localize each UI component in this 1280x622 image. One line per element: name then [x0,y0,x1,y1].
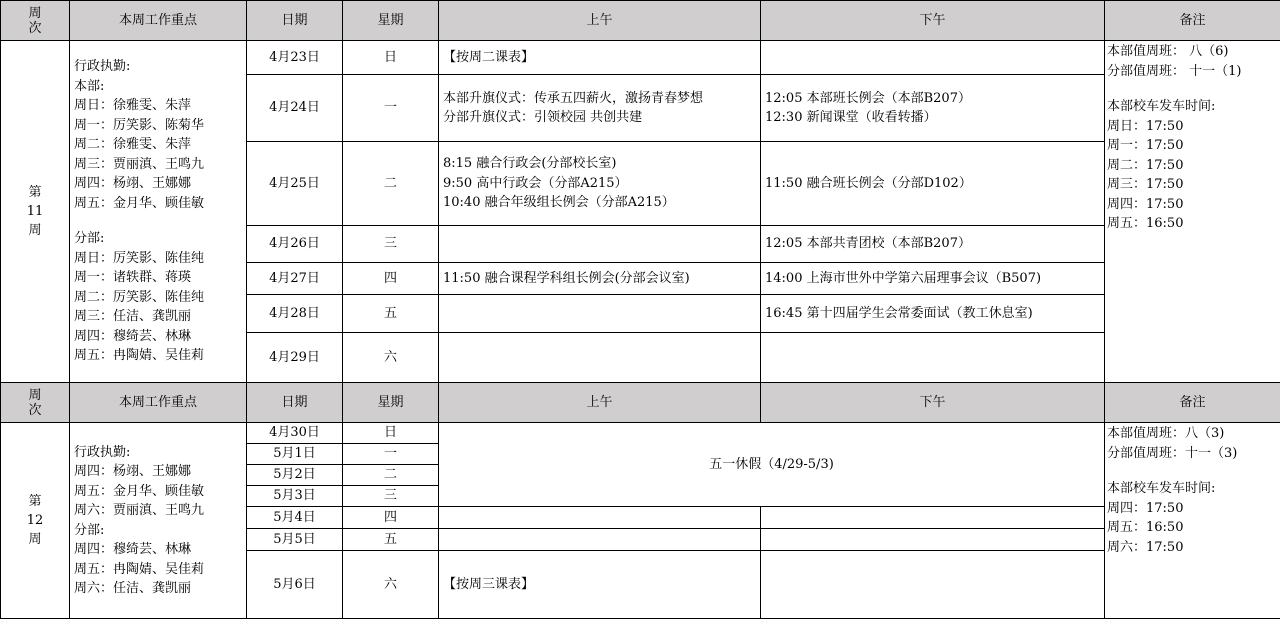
header-week: 周 次 [1,1,70,41]
weekday-cell: 一 [343,444,439,465]
header-focus: 本周工作重点 [70,1,247,41]
am-cell [439,295,761,333]
date-cell: 5月5日 [247,529,343,551]
am-cell [439,507,761,529]
weekday-cell: 三 [343,486,439,507]
header-notes: 备注 [1105,1,1280,41]
weekday-cell: 三 [343,226,439,263]
header-date: 日期 [247,383,343,423]
header-notes: 备注 [1105,383,1280,423]
date-cell: 4月25日 [247,142,343,226]
am-cell: 【按周二课表】 [439,41,761,75]
header-weekday: 星期 [343,383,439,423]
week-focus: 行政执勤: 周四：杨翊、王娜娜 周五：金月华、顾佳敏 周六：贾丽滇、王鸣九 分部: 周四：穆绮芸、林琳 周五：冉陶婧、吴佳莉 周六：任洁、龚凯丽 [70,423,247,619]
week-notes: 本部值周班： 八（6) 分部值周班： 十一（1) 本部校车发车时间: 周日：17:50 周一：17:50 周二：17:50 周三：17:50 周四：17:50 周五：16:50 [1105,41,1280,383]
pm-cell: 12:05 本部共青团校（本部B207） [761,226,1105,263]
header-pm: 下午 [761,1,1105,41]
header-row [1,383,1280,423]
pm-cell: 16:45 第十四届学生会常委面试（教工休息室) [761,295,1105,333]
header-focus: 本周工作重点 [70,383,247,423]
am-cell: 本部升旗仪式：传承五四薪火，激扬青春梦想 分部升旗仪式：引领校园 共创共建 [439,75,761,142]
weekday-cell: 二 [343,465,439,486]
date-cell: 5月3日 [247,486,343,507]
date-cell: 5月6日 [247,551,343,619]
header-pm: 下午 [761,383,1105,423]
weekday-cell: 四 [343,507,439,529]
weekday-cell: 日 [343,41,439,75]
am-cell [439,529,761,551]
date-cell: 4月26日 [247,226,343,263]
am-cell [439,226,761,263]
week-focus: 行政执勤: 本部: 周日：徐雅雯、朱萍 周一：厉笑影、陈菊华 周二：徐雅雯、朱萍 周三：贾丽滇、王鸣九 周四：杨翊、王娜娜 周五：金月华、顾佳敏 分部: 周日：厉笑影、陈佳纯 周一：诸轶群、蒋瑛 周二：厉笑影、陈佳纯 周三：任洁、龚凯丽 周四：穆绮芸、林琳 周五：冉陶婧、吴佳莉 [70,41,247,383]
header-weekday: 星期 [343,1,439,41]
pm-cell: 11:50 融合班长例会（分部D102） [761,142,1105,226]
weekday-cell: 日 [343,423,439,444]
pm-cell [761,41,1105,75]
date-cell: 4月24日 [247,75,343,142]
week-notes: 本部值周班：八（3) 分部值周班：十一（3) 本部校车发车时间: 周四：17:50 周五：16:50 周六：17:50 [1105,423,1280,619]
am-cell: 11:50 融合课程学科组长例会(分部会议室) [439,263,761,295]
date-cell: 5月4日 [247,507,343,529]
table-row [1,41,1280,75]
pm-cell [761,333,1105,383]
header-row [1,1,1280,41]
weekday-cell: 五 [343,529,439,551]
date-cell: 5月2日 [247,465,343,486]
date-cell: 4月27日 [247,263,343,295]
header-week: 周 次 [1,383,70,423]
header-date: 日期 [247,1,343,41]
pm-cell [761,529,1105,551]
holiday-cell: 五一休假（4/29-5/3) [439,423,1105,507]
pm-cell [761,507,1105,529]
date-cell: 4月23日 [247,41,343,75]
week-label: 第 12 周 [1,423,70,619]
weekday-cell: 二 [343,142,439,226]
pm-cell [761,551,1105,619]
header-am: 上午 [439,383,761,423]
weekday-cell: 六 [343,333,439,383]
am-cell: 【按周三课表】 [439,551,761,619]
date-cell: 4月28日 [247,295,343,333]
weekday-cell: 六 [343,551,439,619]
pm-cell: 14:00 上海市世外中学第六届理事会议（B507) [761,263,1105,295]
weekday-cell: 一 [343,75,439,142]
date-cell: 4月29日 [247,333,343,383]
date-cell: 5月1日 [247,444,343,465]
date-cell: 4月30日 [247,423,343,444]
week-label: 第 11 周 [1,41,70,383]
weekday-cell: 四 [343,263,439,295]
table-row [1,423,1280,444]
weekday-cell: 五 [343,295,439,333]
header-am: 上午 [439,1,761,41]
pm-cell: 12:05 本部班长例会（本部B207） 12:30 新闻课堂（收看转播） [761,75,1105,142]
am-cell [439,333,761,383]
am-cell: 8:15 融合行政会(分部校长室) 9:50 高中行政会（分部A215） 10:40 融合年级组长例会（分部A215） [439,142,761,226]
